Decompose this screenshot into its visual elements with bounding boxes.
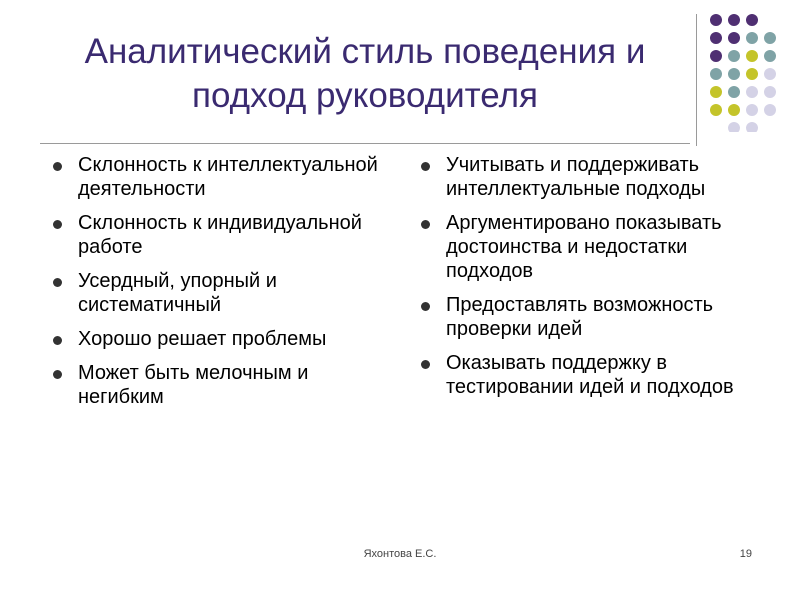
footer-author: Яхонтова Е.С. — [363, 548, 437, 560]
decorative-dot — [764, 32, 776, 44]
decorative-dot — [764, 86, 776, 98]
bullet-icon — [53, 370, 62, 379]
list-item — [418, 211, 758, 283]
bullet-icon — [421, 302, 430, 311]
bullet-icon — [53, 336, 62, 345]
decorative-dot — [710, 104, 722, 116]
decorative-dot — [728, 86, 740, 98]
decorative-dot — [710, 50, 722, 62]
decorative-dot — [746, 122, 758, 132]
decorative-dot — [764, 50, 776, 62]
list-item-text: Хорошо решает проблемы — [78, 328, 327, 350]
list-item — [418, 153, 758, 201]
decorative-dot — [764, 104, 776, 116]
list-item-text: Оказывать поддержку в тестировании идей и подходов — [446, 352, 734, 398]
decorative-dot — [710, 14, 722, 26]
decorative-dot — [728, 68, 740, 80]
title-line-2: подход руководителя — [192, 76, 538, 115]
decorative-dot — [728, 122, 740, 132]
bullet-icon — [421, 220, 430, 229]
list-item-text: Может быть мелочным и негибким — [78, 362, 309, 408]
decorative-dot — [710, 86, 722, 98]
list-item-text: Склонность к индивидуальной работе — [78, 212, 362, 258]
decorative-dot — [728, 32, 740, 44]
bullet-icon — [421, 360, 430, 369]
slide-footer — [0, 548, 800, 568]
decorative-dot — [746, 32, 758, 44]
decorative-dot-grid — [708, 12, 778, 132]
list-item — [50, 153, 390, 201]
bullet-icon — [421, 162, 430, 171]
approach-list — [418, 153, 758, 409]
list-item-text: Предоставлять возможность проверки идей — [446, 294, 714, 340]
list-item — [418, 293, 758, 341]
list-item-text: Склонность к интеллектуальной деятельности — [78, 154, 378, 200]
vertical-divider — [696, 14, 697, 146]
list-item — [418, 351, 758, 399]
decorative-dot — [746, 14, 758, 26]
decorative-dot — [710, 68, 722, 80]
list-item — [50, 211, 390, 259]
bullet-icon — [53, 220, 62, 229]
decorative-dot — [746, 50, 758, 62]
decorative-dot — [764, 68, 776, 80]
page-number: 19 — [739, 548, 752, 560]
list-item-text: Аргументировано показывать достоинства и недостатки подходов — [446, 212, 722, 282]
list-item-text: Учитывать и поддерживать интеллектуальные подходы — [446, 154, 706, 200]
decorative-dot — [746, 86, 758, 98]
decorative-dot — [746, 104, 758, 116]
list-item — [50, 327, 390, 351]
decorative-dot — [728, 14, 740, 26]
list-item — [50, 269, 390, 317]
bullet-icon — [53, 162, 62, 171]
behavior-list — [50, 153, 390, 419]
decorative-dot — [728, 104, 740, 116]
decorative-dot — [746, 68, 758, 80]
list-item — [50, 361, 390, 409]
title-line-1: Аналитический стиль поведения и — [84, 32, 646, 71]
horizontal-divider — [40, 143, 690, 144]
bullet-icon — [53, 278, 62, 287]
decorative-dot — [728, 50, 740, 62]
list-item-text: Усердный, упорный и систематичный — [78, 270, 277, 316]
decorative-dot — [710, 32, 722, 44]
slide-title — [40, 30, 690, 118]
